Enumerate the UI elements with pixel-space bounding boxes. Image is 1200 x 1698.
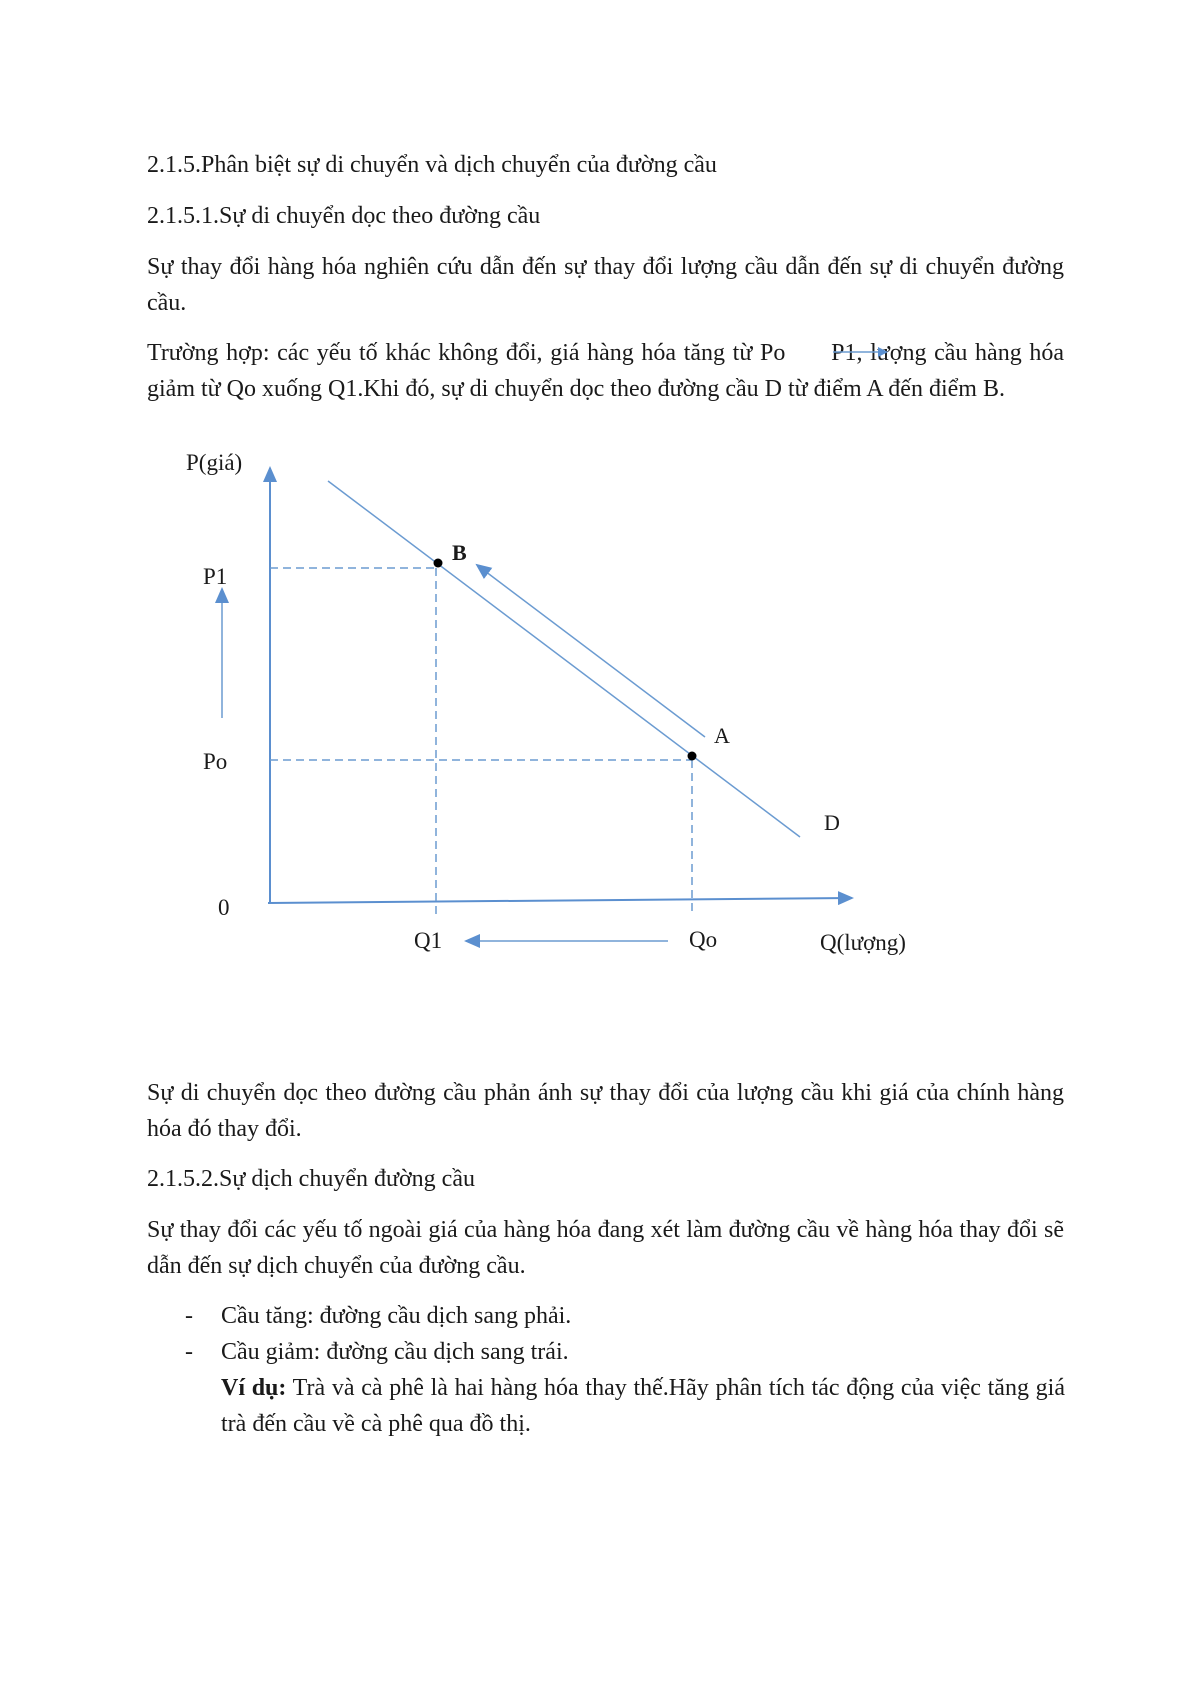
paragraph-change-quantity: Sự thay đổi hàng hóa nghiên cứu dẫn đến sự thay đổi lượng cầu dẫn đến sự di chuyển đường cầu. — [147, 254, 1064, 316]
example-text: Trà và cà phê là hai hàng hóa thay thế.Hãy phân tích tác động của việc tăng giá trà đến cầu về cà phê qua đồ thị. — [221, 1375, 1065, 1437]
movement-arrow-along-curve — [477, 565, 705, 737]
example-label: Ví dụ: — [221, 1375, 287, 1401]
x-axis — [268, 898, 852, 903]
point-b — [434, 559, 443, 568]
q1-label: Q1 — [414, 928, 443, 953]
section-heading-2-1-5-2: 2.1.5.2.Sự dịch chuyển đường cầu — [147, 1166, 475, 1192]
origin-label: 0 — [218, 895, 230, 920]
qo-label: Qo — [689, 927, 718, 952]
po-label: Po — [203, 749, 228, 774]
paragraph-shift-definition: Sự thay đổi các yếu tố ngoài giá của hàng hóa đang xét làm đường cầu về hàng hóa thay đổi sẽ dẫn đến sự dịch chuyển của đường cầu. — [147, 1217, 1064, 1279]
y-axis-label: P(giá) — [186, 450, 243, 475]
curve-d-label: D — [824, 810, 840, 835]
point-a — [688, 752, 697, 761]
p1-label: P1 — [203, 564, 228, 589]
bullet-dash: - — [185, 1303, 193, 1329]
point-b-label: B — [452, 540, 467, 565]
point-a-label: A — [714, 723, 730, 748]
section-heading-2-1-5: 2.1.5.Phân biệt sự di chuyển và dịch chuyển của đường cầu — [147, 152, 717, 178]
paragraph-case-example: Trường hợp: các yếu tố khác không đổi, giá hàng hóa tăng từ Po P1, lượng cầu hàng hóa giảm từ Qo xuống Q1.Khi đó, sự di chuyển dọc theo đường cầu D từ điểm A đến điểm B. — [147, 340, 1070, 402]
example-paragraph — [221, 1370, 1065, 1442]
x-axis-label: Q(lượng) — [820, 930, 906, 955]
bullet-demand-increase: Cầu tăng: đường cầu dịch sang phải. — [221, 1303, 572, 1329]
section-heading-2-1-5-1: 2.1.5.1.Sự di chuyển dọc theo đường cầu — [147, 203, 541, 229]
bullet-demand-decrease: Cầu giảm: đường cầu dịch sang trái. — [221, 1339, 569, 1365]
paragraph-movement-summary: Sự di chuyển dọc theo đường cầu phản ánh sự thay đổi của lượng cầu khi giá của chính hàng hóa đó thay đổi. — [147, 1080, 1064, 1142]
demand-curve-d — [328, 481, 800, 837]
bullet-dash: - — [185, 1339, 193, 1365]
